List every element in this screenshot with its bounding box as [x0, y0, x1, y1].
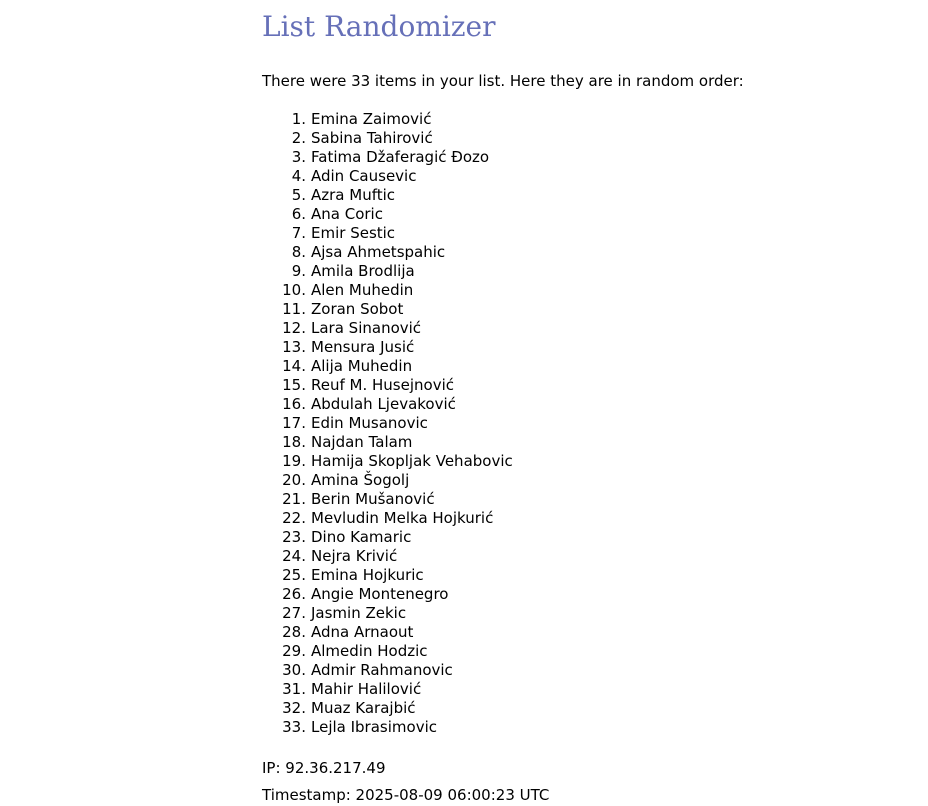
list-item	[262, 414, 513, 433]
list-item	[262, 547, 513, 566]
list-item-name: Adna Arnaout	[311, 623, 414, 641]
list-item-name: Reuf M. Husejnović	[311, 376, 454, 394]
list-item-number: 1.	[291, 110, 306, 128]
list-item-name: Mahir Halilović	[311, 680, 422, 698]
list-item-name: Fatima Džaferagić Đozo	[311, 148, 490, 166]
list-item-number: 19.	[282, 452, 306, 470]
list-item-name: Alija Muhedin	[311, 357, 413, 375]
list-item	[262, 110, 513, 129]
list-item-name: Amila Brodlija	[311, 262, 415, 280]
list-item	[262, 509, 513, 528]
list-item	[262, 623, 513, 642]
list-item-name: Emina Hojkuric	[311, 566, 424, 584]
list-item-number: 10.	[282, 281, 306, 299]
ip-address: IP: 92.36.217.49	[262, 759, 386, 777]
list-item-name: Nejra Krivić	[311, 547, 398, 565]
list-item-name: Zoran Sobot	[311, 300, 404, 318]
list-item-name: Mevludin Melka Hojkurić	[311, 509, 494, 527]
list-item-name: Abdulah Ljevaković	[311, 395, 456, 413]
list-item	[262, 243, 513, 262]
list-item	[262, 167, 513, 186]
list-item	[262, 129, 513, 148]
list-item-name: Hamija Skopljak Vehabovic	[311, 452, 513, 470]
list-item	[262, 661, 513, 680]
list-item-name: Almedin Hodzic	[311, 642, 428, 660]
list-item-number: 6.	[291, 205, 306, 223]
list-item-number: 9.	[291, 262, 306, 280]
list-item	[262, 642, 513, 661]
list-item-number: 25.	[282, 566, 306, 584]
list-item-number: 33.	[282, 718, 306, 736]
list-item-name: Admir Rahmanovic	[311, 661, 453, 679]
list-item-name: Ajsa Ahmetspahic	[311, 243, 446, 261]
list-item	[262, 585, 513, 604]
list-item-name: Berin Mušanović	[311, 490, 435, 508]
list-item-name: Mensura Jusić	[311, 338, 415, 356]
list-item-name: Alen Muhedin	[311, 281, 414, 299]
randomized-list	[262, 110, 513, 737]
list-item	[262, 281, 513, 300]
list-item	[262, 338, 513, 357]
list-item-name: Najdan Talam	[311, 433, 413, 451]
list-item-number: 4.	[291, 167, 306, 185]
list-item-number: 15.	[282, 376, 306, 394]
list-item-number: 21.	[282, 490, 306, 508]
list-item-number: 14.	[282, 357, 306, 375]
list-item-number: 27.	[282, 604, 306, 622]
list-item-number: 28.	[282, 623, 306, 641]
list-item-name: Edin Musanovic	[311, 414, 428, 432]
list-item-number: 18.	[282, 433, 306, 451]
list-item-number: 8.	[291, 243, 306, 261]
list-item-number: 11.	[282, 300, 306, 318]
list-item-number: 13.	[282, 338, 306, 356]
list-item-name: Jasmin Zekic	[311, 604, 407, 622]
list-item-name: Lara Sinanović	[311, 319, 422, 337]
list-item-name: Sabina Tahirović	[311, 129, 433, 147]
list-item-name: Amina Šogolj	[311, 471, 410, 489]
list-item-number: 7.	[291, 224, 306, 242]
list-item-name: Dino Kamaric	[311, 528, 412, 546]
list-item-name: Muaz Karajbić	[311, 699, 416, 717]
list-item-number: 29.	[282, 642, 306, 660]
list-item-name: Emir Sestic	[311, 224, 396, 242]
list-item-number: 22.	[282, 509, 306, 527]
list-item-name: Emina Zaimović	[311, 110, 432, 128]
list-item-number: 31.	[282, 680, 306, 698]
intro-text: There were 33 items in your list. Here they are in random order:	[262, 72, 744, 90]
list-item-name: Lejla Ibrasimovic	[311, 718, 437, 736]
list-item-number: 12.	[282, 319, 306, 337]
list-item-number: 5.	[291, 186, 306, 204]
list-item	[262, 262, 513, 281]
list-item	[262, 680, 513, 699]
list-item	[262, 452, 513, 471]
list-item-number: 24.	[282, 547, 306, 565]
list-item	[262, 205, 513, 224]
timestamp: Timestamp: 2025-08-09 06:00:23 UTC	[262, 786, 550, 804]
list-item-number: 23.	[282, 528, 306, 546]
list-item	[262, 357, 513, 376]
list-item-number: 16.	[282, 395, 306, 413]
list-item-number: 3.	[291, 148, 306, 166]
list-item	[262, 528, 513, 547]
list-item	[262, 224, 513, 243]
list-item-number: 32.	[282, 699, 306, 717]
list-item-number: 30.	[282, 661, 306, 679]
list-item-name: Angie Montenegro	[311, 585, 449, 603]
list-item	[262, 433, 513, 452]
list-item-name: Ana Coric	[311, 205, 383, 223]
list-item	[262, 490, 513, 509]
list-item-name: Azra Muftic	[311, 186, 396, 204]
list-item	[262, 376, 513, 395]
list-item	[262, 699, 513, 718]
list-item-number: 17.	[282, 414, 306, 432]
list-item-name: Adin Causevic	[311, 167, 417, 185]
list-item	[262, 148, 513, 167]
page-title: List Randomizer	[262, 10, 496, 43]
list-item	[262, 471, 513, 490]
list-item	[262, 718, 513, 737]
list-item	[262, 604, 513, 623]
list-item	[262, 186, 513, 205]
list-item	[262, 566, 513, 585]
list-item	[262, 395, 513, 414]
list-item-number: 20.	[282, 471, 306, 489]
list-item	[262, 319, 513, 338]
list-item-number: 26.	[282, 585, 306, 603]
list-item	[262, 300, 513, 319]
list-item-number: 2.	[291, 129, 306, 147]
